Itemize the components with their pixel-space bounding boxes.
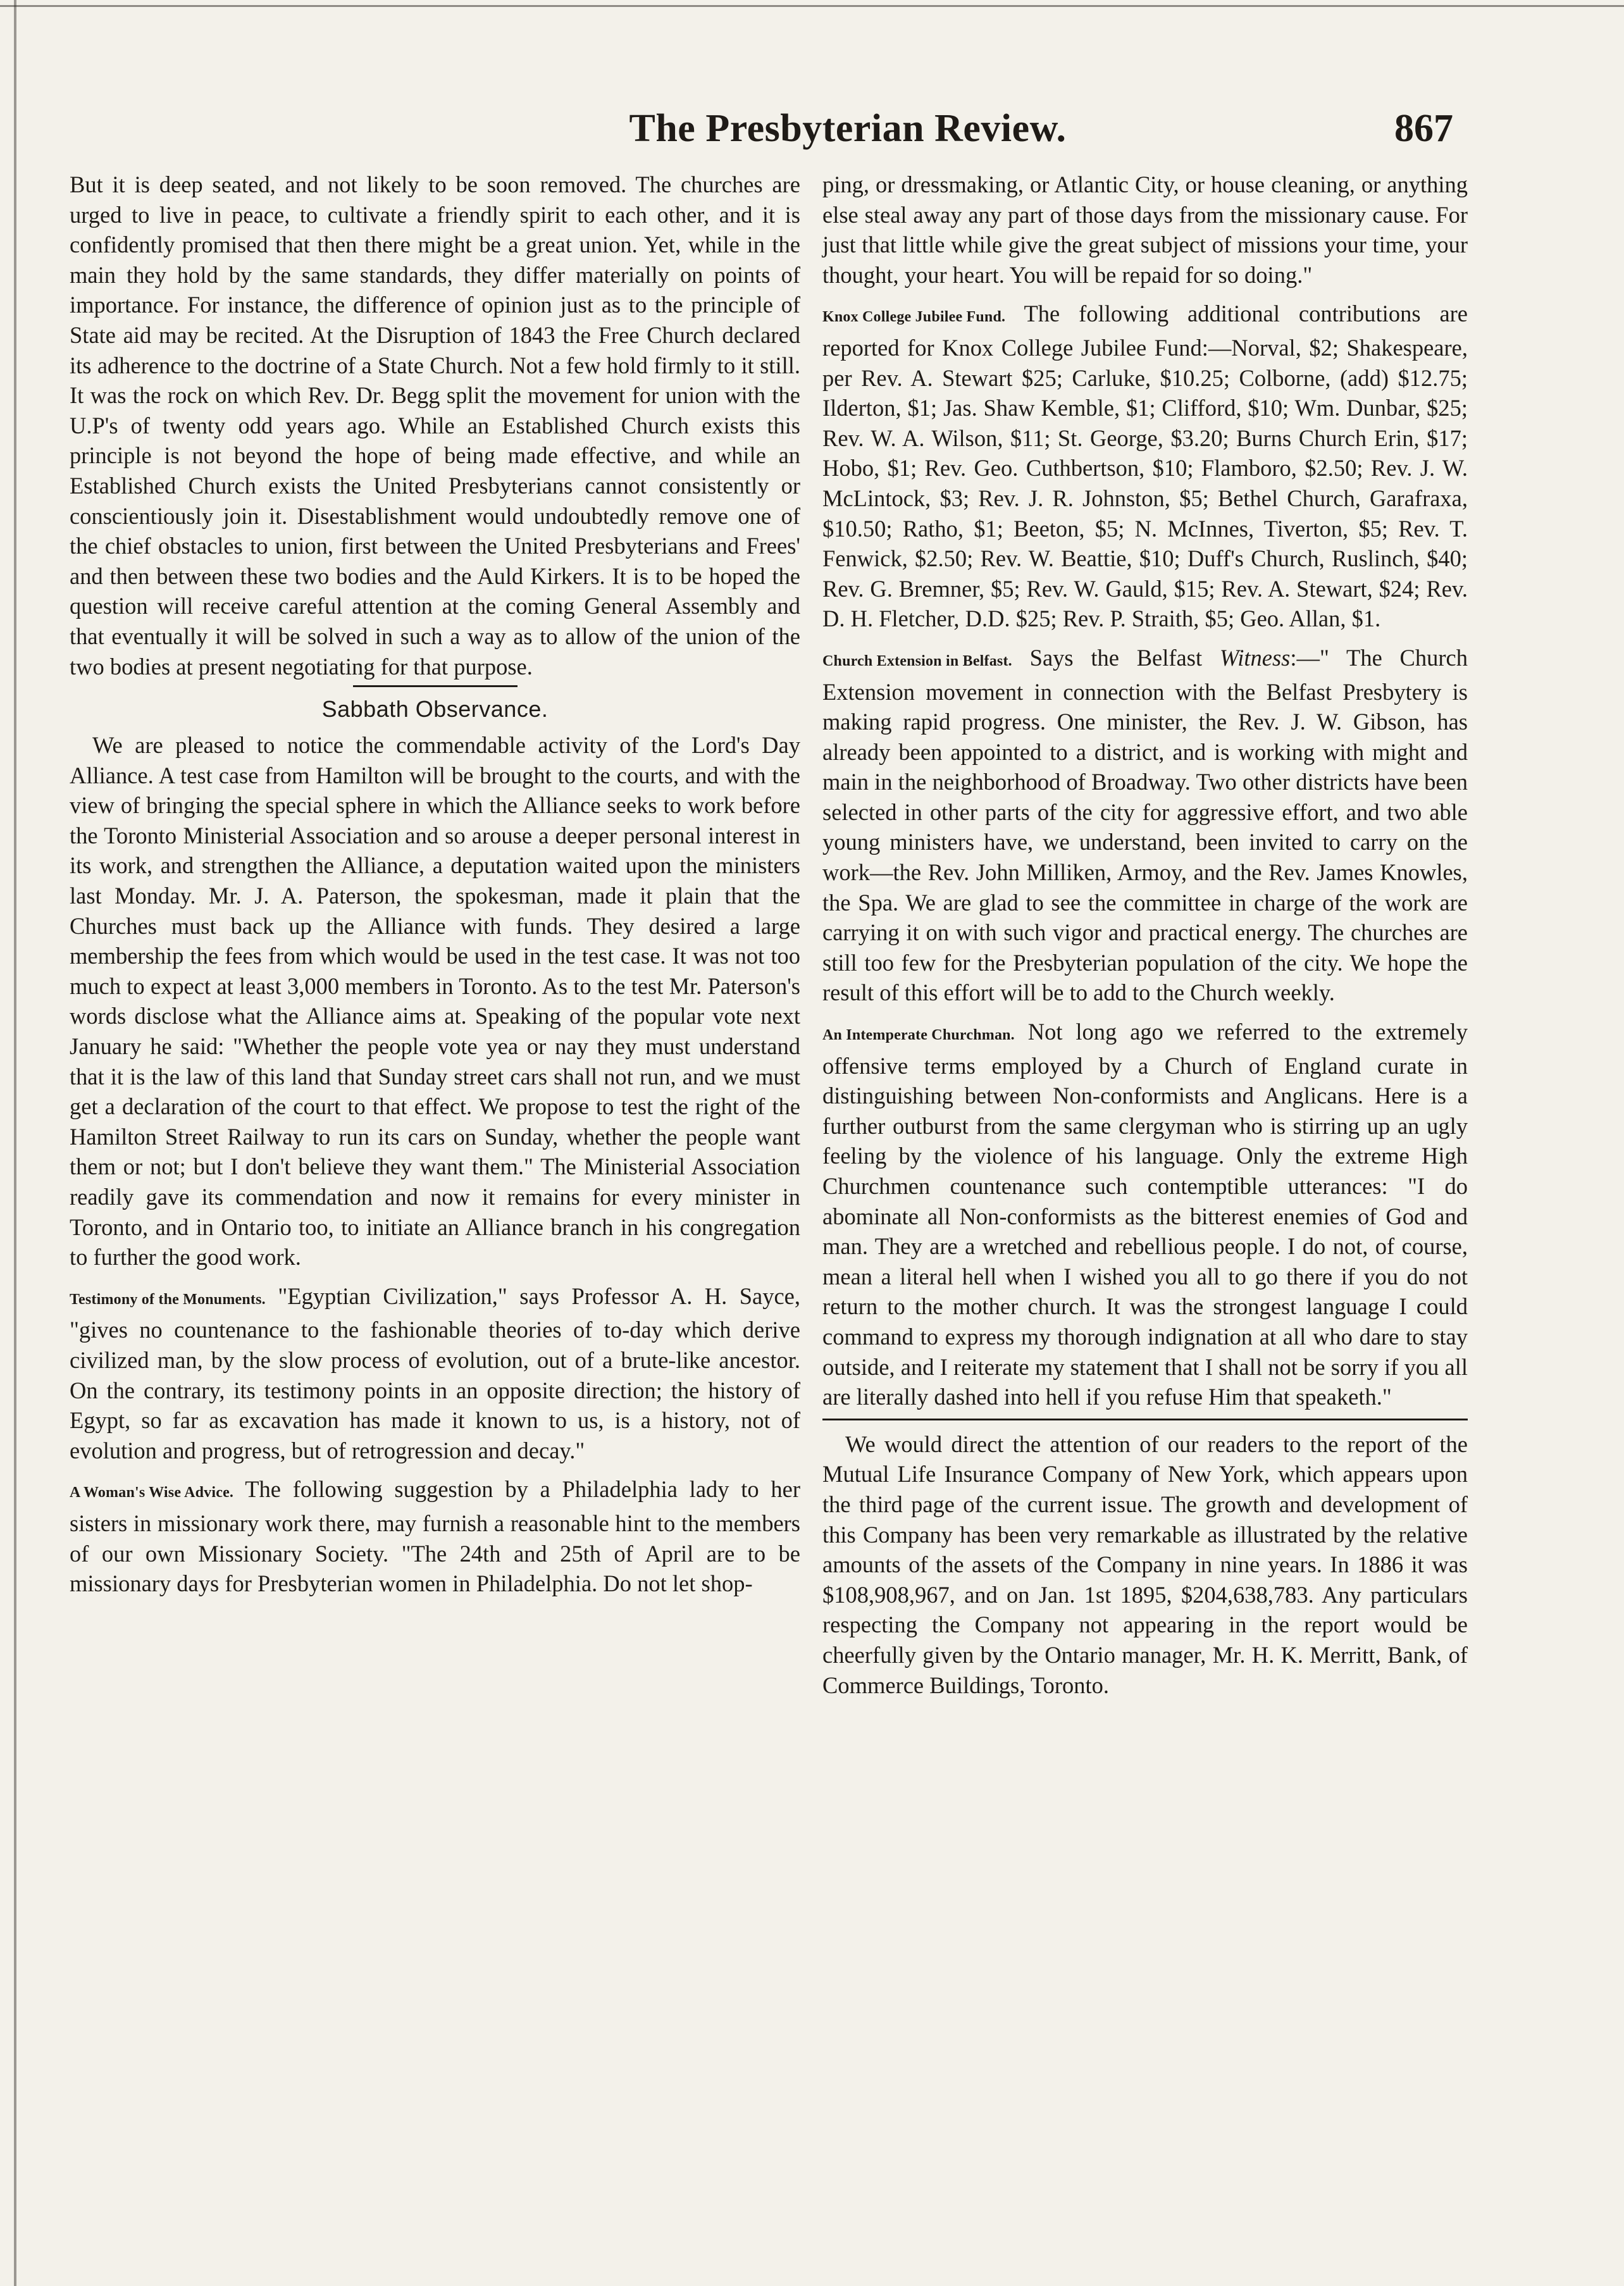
paragraph-text: The following additional contributions are reported for Knox College Jubilee Fund:—Norval, $2; Shakespeare, per Rev. A. Stewart $25; Carluke, $10.25; Colborne, (add) $12.75; Ilderton, $1; Jas. Shaw Kemble, $1; Clifford, $10; Wm. Dunbar, $25; Rev. W. A. Wilson, $11; St. George, $3.20; Burns Church Erin, $17; Hobo, $1; Rev. Geo. Cuthbertson, $10; Flamboro, $2.50; Rev. J. W. McLintock, $3; Rev. J. R. Johnston, $5; Bethel Church, Garafraxa, $10.50; Ratho, $1; Beeton, $5; N. McInnes, Tiverton, $5; Rev. T. Fenwick, $2.50; Rev. W. Beattie, $10; Duff's Church, Ruslinch, $40; Rev. G. Bremner, $5; Rev. W. Gauld, $15; Rev. A. Stewart, $24; Rev. D. H. Fletcher, D.D. $25; Rev. P. Straith, $5; Geo. Allan, $1. xyxy=(822,301,1468,632)
article-paragraph-belfast xyxy=(822,643,1468,1008)
article-paragraph: We are pleased to notice the commendable activity of the Lord's Day Alliance. A test case from Hamilton will be brought to the courts, and with the view of bringing the special sphere in which the Alliance seeks to work before the Toronto Ministerial Association and so arouse a deeper personal interest in its work, and strengthen the Alliance, a deputation waited upon the ministers last Monday. Mr. J. A. Paterson, the spokesman, made it plain that the Churches must back up the Alliance with funds. They desired a large membership the fees from which would be used in the test case. It was not too much to expect at least 3,000 members in Toronto. As to the test Mr. Paterson's words disclose what the Alliance aims at. Speaking of the popular vote next January he said: "Whether the people vote yea or nay they must understand that it is the law of this land that Sunday street cars shall not run, and we must get a declaration of the court to that effect. We propose to test the right of the Hamilton Street Railway to run its cars on Sunday, whether the people want them or not; but I don't believe they want them." The Ministerial Association readily gave its commendation and now it remains for every minister in Toronto, and in Ontario too, to initiate an Alliance branch in his congregation to further the good work. xyxy=(70,732,800,1270)
side-heading-intemperate: An Intemperate Churchman. xyxy=(822,1027,1015,1044)
paragraph-text: Says the Belfast xyxy=(1029,644,1220,671)
paragraph-text: :—" The Church Extension movement in connection with the Belfast Presbytery is making rapid progress. One minister, the Rev. J. W. Gibson, has already been appointed to a district, and is working with might and main in the neighborhood of Broadway. Two other districts have been selected in other parts of the city for aggressive effort, and two able young ministers have, we understand, been invited to carry on the work—the Rev. John Milliken, Armoy, and the Rev. James Knowles, the Spa. We are glad to see the committee in charge of the work are carrying it on with such vigor and practical energy. The churches are still too few for the Presbyterian population of the city. We hope the result of this effort will be to add to the Church weekly. xyxy=(822,644,1468,1006)
article-paragraph-testimony xyxy=(70,1281,800,1466)
right-column xyxy=(822,170,1468,1700)
binding-edge xyxy=(14,0,16,2286)
article-paragraph: But it is deep seated, and not likely to be soon removed. The churches are urged to live in peace, to cultivate a friendly spirit to each other, and it is confidently promised that then there might be a great union. Yet, while in the main they hold by the same standards, they differ materially on points of importance. For instance, the difference of opinion just as to the principle of State aid may be recited. At the Disruption of 1843 the Free Church declared its adherence to the doctrine of a State Church. Not a few hold firmly to it still. It was the rock on which Rev. Dr. Begg split the movement for union with the U.P's of twenty odd years ago. While an Established Church exists this principle is not beyond the hope of being made effective, and while an Established Church exists the United Presbyterians cannot consistently or conscientiously join it. Disestablishment would undoubtedly remove one of the chief obstacles to union, first between the United Presbyterians and Frees' and then between these two bodies and the Auld Kirkers. It is to be hoped the question will receive careful attention at the coming General Assembly and that eventually it will be solved in such a way as to allow of the union of the two bodies at present negotiating for that purpose. xyxy=(70,171,800,680)
page-number: 867 xyxy=(1394,107,1453,150)
article-paragraph-knox xyxy=(822,299,1468,634)
publication-name: Witness xyxy=(1219,644,1291,671)
section-divider xyxy=(822,1419,1468,1420)
left-column xyxy=(70,170,800,1599)
article-paragraph-woman xyxy=(70,1474,800,1598)
side-heading-church-extension: Church Extension in Belfast. xyxy=(822,652,1012,669)
side-heading-knox: Knox College Jubilee Fund. xyxy=(822,309,1006,326)
top-edge-line xyxy=(0,5,1624,7)
publication-title: The Presbyterian Review. xyxy=(629,107,1067,150)
section-heading-sabbath: Sabbath Observance. xyxy=(321,696,549,723)
article-paragraph-intemperate xyxy=(822,1017,1468,1412)
article-paragraph: ping, or dressmaking, or Atlantic City, or house cleaning, or anything else steal away any part of those days from the missionary cause. For just that little while give the great subject of missions your time, your thought, your heart. You will be repaid for so doing." xyxy=(822,171,1468,288)
paragraph-text: "Egyptian Civilization," says Professor A. H. Sayce, "gives no countenance to the fashionable theories of to-day which derive civilized man, by the slow process of evolution, out of a brute-like ancestor. On the contrary, its testimony points in an opposite direction; the history of Egypt, so far as excavation has made it known to us, is a history, not of evolution and progress, but of retrogression and decay." xyxy=(70,1283,800,1463)
side-heading-testimony: Testimony of the Monuments. xyxy=(70,1291,266,1308)
paragraph-text: The following suggestion by a Philadelphia lady to her sisters in missionary work there, may furnish a reasonable hint to the members of our own Missionary Society. "The 24th and 25th of April are to be missionary days for Presbyterian women in Philadelphia. Do not let shop- xyxy=(70,1476,801,1597)
article-paragraph-insurance: We would direct the attention of our readers to the report of the Mutual Life Insurance Company of New York, which appears upon the third page of the current issue. The growth and development of this Company has been very remarkable as illustrated by the relative amounts of the assets of the Company in nine years. In 1886 it was $108,908,967, and on Jan. 1st 1895, $204,638,783. Any particulars respecting the Company not appearing in the report would be cheerfully given by the Ontario manager, Mr. H. K. Merritt, Bank, of Commerce Buildings, Toronto. xyxy=(822,1431,1468,1698)
side-heading-woman: A Woman's Wise Advice. xyxy=(70,1484,234,1501)
section-divider xyxy=(353,685,518,687)
paragraph-text: Not long ago we referred to the extremely offensive terms employed by a Church of England curate in distinguishing between Non-conformists and Anglicans. Here is a further outburst from the same clergyman who is stirring up an ugly feeling by the violence of his language. Only the extreme High Churchmen countenance such contemptible utterances: "I do abominate all Non-conformists as the bitterest enemies of God and man. They are a wretched and rebellious people. I do not, of course, mean a literal hell when I wished you all to go there if you do not return to the mother church. It was the strongest language I could command to express my thorough indignation at all who dare to stay outside, and I reiterate my statement that I shall not be sorry if you all are literally dashed into hell if you refuse Him that speaketh." xyxy=(822,1019,1468,1410)
